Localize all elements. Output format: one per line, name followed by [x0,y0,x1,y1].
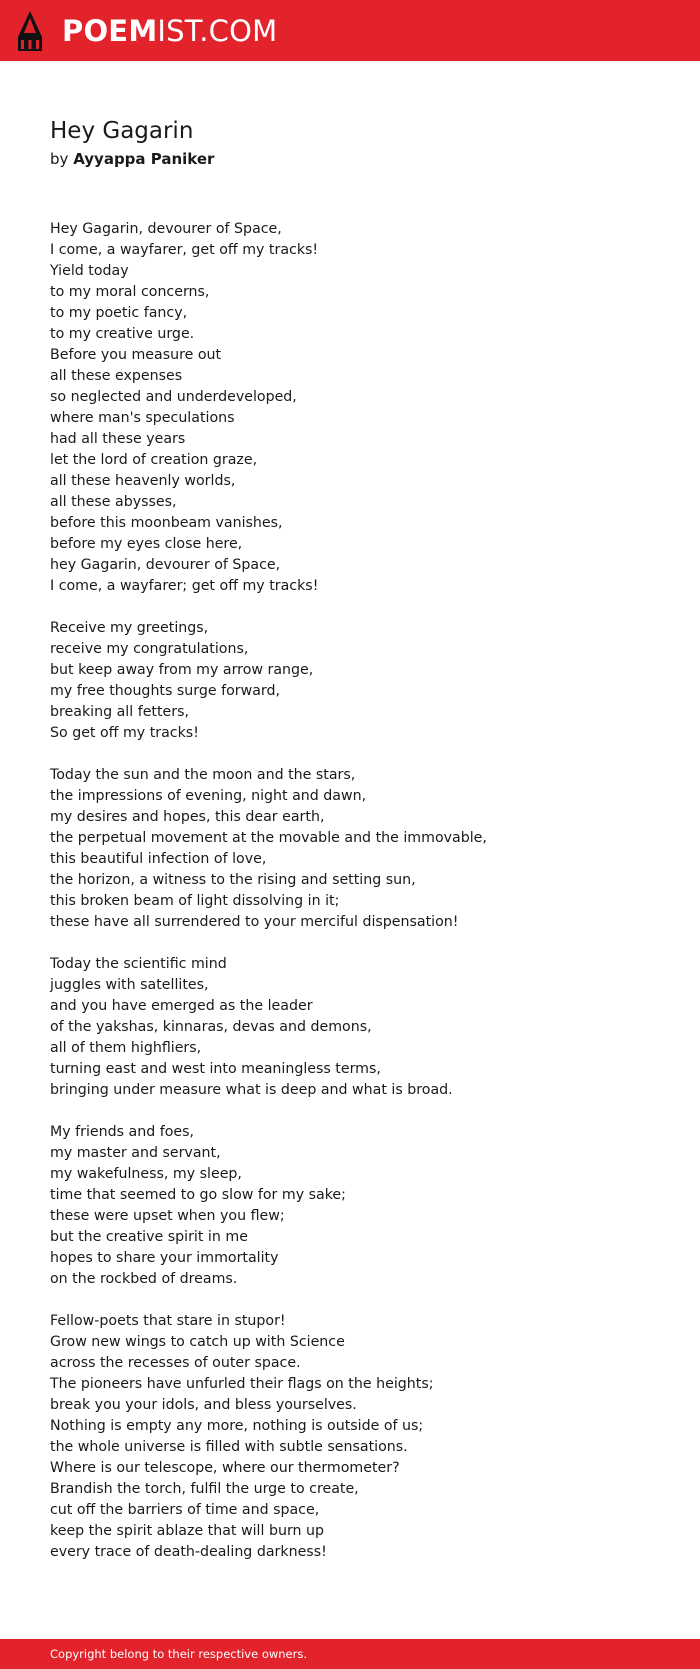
poem-line: so neglected and underdeveloped, [50,389,297,405]
stanza [50,219,670,597]
stanza [50,954,670,1101]
byline-prefix: by [50,150,69,168]
poem-line: the impressions of evening, night and dawn, [50,788,367,804]
poem-line: Brandish the torch, fulfil the urge to create, [50,1481,359,1497]
poem-line: time that seemed to go slow for my sake; [50,1187,346,1203]
site-header [0,0,700,61]
poem-line: bringing under measure what is deep and what is broad. [50,1082,453,1098]
poem-line: Fellow-poets that stare in stupor! [50,1313,286,1329]
poem-line: Grow new wings to catch up with Science [50,1334,345,1350]
poem-line: but the creative spirit in me [50,1229,248,1245]
poem-line: these were upset when you flew; [50,1208,285,1224]
poem-line: Today the scientific mind [50,956,227,972]
poem-line: Where is our telescope, where our thermometer? [50,1460,400,1476]
poem-line: to my moral concerns, [50,284,210,300]
poem-line: all these abysses, [50,494,177,510]
poem-line: I come, a wayfarer; get off my tracks! [50,578,319,594]
poem-line: my master and servant, [50,1145,221,1161]
poem-body [50,219,670,1584]
poem-line: all of them highfliers, [50,1040,202,1056]
stanza [50,1311,670,1563]
poem-line: Yield today [50,263,129,279]
poem-line: hey Gagarin, devourer of Space, [50,557,281,573]
poem-line: but keep away from my arrow range, [50,662,314,678]
poem-line: juggles with satellites, [50,977,209,993]
poem-line: Before you measure out [50,347,222,363]
poem-line: keep the spirit ablaze that will burn up [50,1523,325,1539]
poem-line: these have all surrendered to your merciful dispensation! [50,914,459,930]
site-logo[interactable] [62,11,277,51]
poem-line: So get off my tracks! [50,725,199,741]
poem-title: Hey Gagarin [50,118,194,144]
poem-line: I come, a wayfarer, get off my tracks! [50,242,319,258]
poem-line: break you your idols, and bless yourselves. [50,1397,357,1413]
author-name: Ayyappa Paniker [73,150,215,168]
poem-line: every trace of death-dealing darkness! [50,1544,327,1560]
stanza [50,1122,670,1290]
poem-line: across the recesses of outer space. [50,1355,301,1371]
poem-line: the whole universe is filled with subtle sensations. [50,1439,408,1455]
poem-line: cut off the barriers of time and space, [50,1502,320,1518]
poem-line: the perpetual movement at the movable and the immovable, [50,830,487,846]
poem-line: all these expenses [50,368,183,384]
poem-line: this beautiful infection of love, [50,851,267,867]
poem-line: my desires and hopes, this dear earth, [50,809,325,825]
poem-line: hopes to share your immortality [50,1250,279,1266]
poem-line: to my creative urge. [50,326,195,342]
poem-line: turning east and west into meaningless terms, [50,1061,381,1077]
poem-line: and you have emerged as the leader [50,998,313,1014]
copyright-text: Copyright belong to their respective owners. [50,1647,308,1661]
poem-line: of the yakshas, kinnaras, devas and demons, [50,1019,372,1035]
poem-line: my free thoughts surge forward, [50,683,281,699]
poem-line: Today the sun and the moon and the stars, [50,767,356,783]
poem-line: before this moonbeam vanishes, [50,515,283,531]
stanza [50,765,670,933]
poem-line: Hey Gagarin, devourer of Space, [50,221,282,237]
poem-line: The pioneers have unfurled their flags on the heights; [50,1376,434,1392]
logo-bold-part: POEM [62,14,158,48]
poem-line: receive my congratulations, [50,641,249,657]
poem-line: where man's speculations [50,410,235,426]
byline [50,148,214,170]
poem-line: breaking all fetters, [50,704,190,720]
poem-line: let the lord of creation graze, [50,452,258,468]
poem-line: the horizon, a witness to the rising and setting sun, [50,872,416,888]
poem-line: My friends and foes, [50,1124,195,1140]
site-footer [0,1639,700,1669]
stanza [50,618,670,744]
poem-line: had all these years [50,431,186,447]
poem-line: to my poetic fancy, [50,305,188,321]
poem-line: my wakefulness, my sleep, [50,1166,242,1182]
poem-line: all these heavenly worlds, [50,473,236,489]
poem-line: Nothing is empty any more, nothing is outside of us; [50,1418,424,1434]
poem-line: this broken beam of light dissolving in it; [50,893,340,909]
pencil-icon [16,9,44,52]
poem-line: Receive my greetings, [50,620,209,636]
logo-light-part: IST.COM [157,14,278,48]
poem-line: on the rockbed of dreams. [50,1271,238,1287]
poem-line: before my eyes close here, [50,536,243,552]
